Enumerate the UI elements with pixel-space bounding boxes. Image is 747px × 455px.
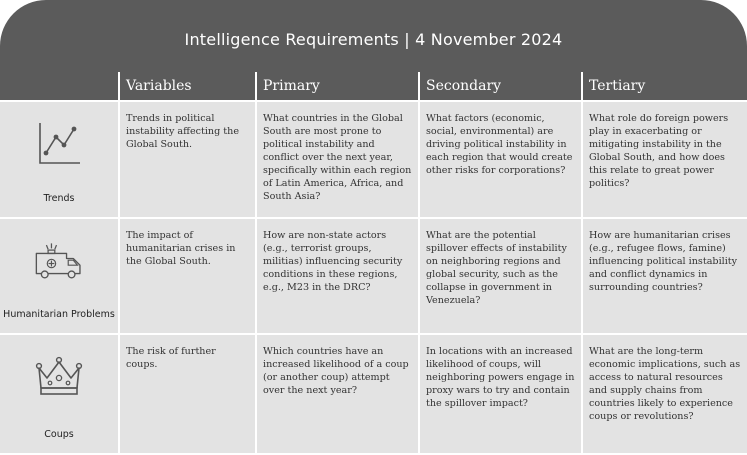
row-label: Humanitarian Problems [3, 309, 115, 320]
table-cell: In locations with an increased likelihood of coups, will neighboring powers engage in proxy wars to try and contain the spillover impact? [420, 335, 583, 455]
header-banner [0, 0, 747, 72]
column-header-tertiary: Tertiary [583, 72, 747, 102]
table-cell: The impact of humanitarian crises in the Global South. [120, 219, 257, 335]
row-label: Coups [44, 429, 74, 440]
row-header-humanitarian [0, 219, 120, 335]
row-label: Trends [43, 193, 75, 204]
table-corner [0, 72, 120, 102]
table-cell: What are the long-term economic implications, such as access to natural resources and supply chains from countries likely to experience coups or revolutions? [583, 335, 747, 455]
column-header-variables: Variables [120, 72, 257, 102]
table-cell: Which countries have an increased likelihood of a coup (or another coup) attempt over the next year? [257, 335, 420, 455]
column-header-primary: Primary [257, 72, 420, 102]
table-cell: How are humanitarian crises (e.g., refugee flows, famine) influencing political instability and conflict dynamics in surrounding countries? [583, 219, 747, 335]
table-cell: How are non-state actors (e.g., terrorist groups, militias) influencing security conditions in these regions, e.g., M23 in the DRC? [257, 219, 420, 335]
row-header-coups [0, 335, 120, 455]
row-header-trends [0, 102, 120, 219]
table-cell: What role do foreign powers play in exacerbating or mitigating instability in the Global South, and how does this relate to great power politics? [583, 102, 747, 219]
table-cell: What factors (economic, social, environmental) are driving political instability in each region that would create other risks for corporations? [420, 102, 583, 219]
page-title: Intelligence Requirements | 4 November 2024 [184, 29, 563, 49]
ambulance-icon [33, 235, 85, 287]
table-cell: Trends in political instability affecting the Global South. [120, 102, 257, 219]
requirements-table [0, 72, 747, 455]
column-header-secondary: Secondary [420, 72, 583, 102]
table-cell: What are the potential spillover effects of instability on neighboring regions and global security, such as the collapse in government in Venezuela? [420, 219, 583, 335]
table-cell: What countries in the Global South are most prone to political instability and conflict over the next year, specifically within each region of Latin America, Africa, and South Asia? [257, 102, 420, 219]
table-cell: The risk of further coups. [120, 335, 257, 455]
crown-icon [33, 351, 85, 403]
line-chart-icon [33, 118, 85, 170]
